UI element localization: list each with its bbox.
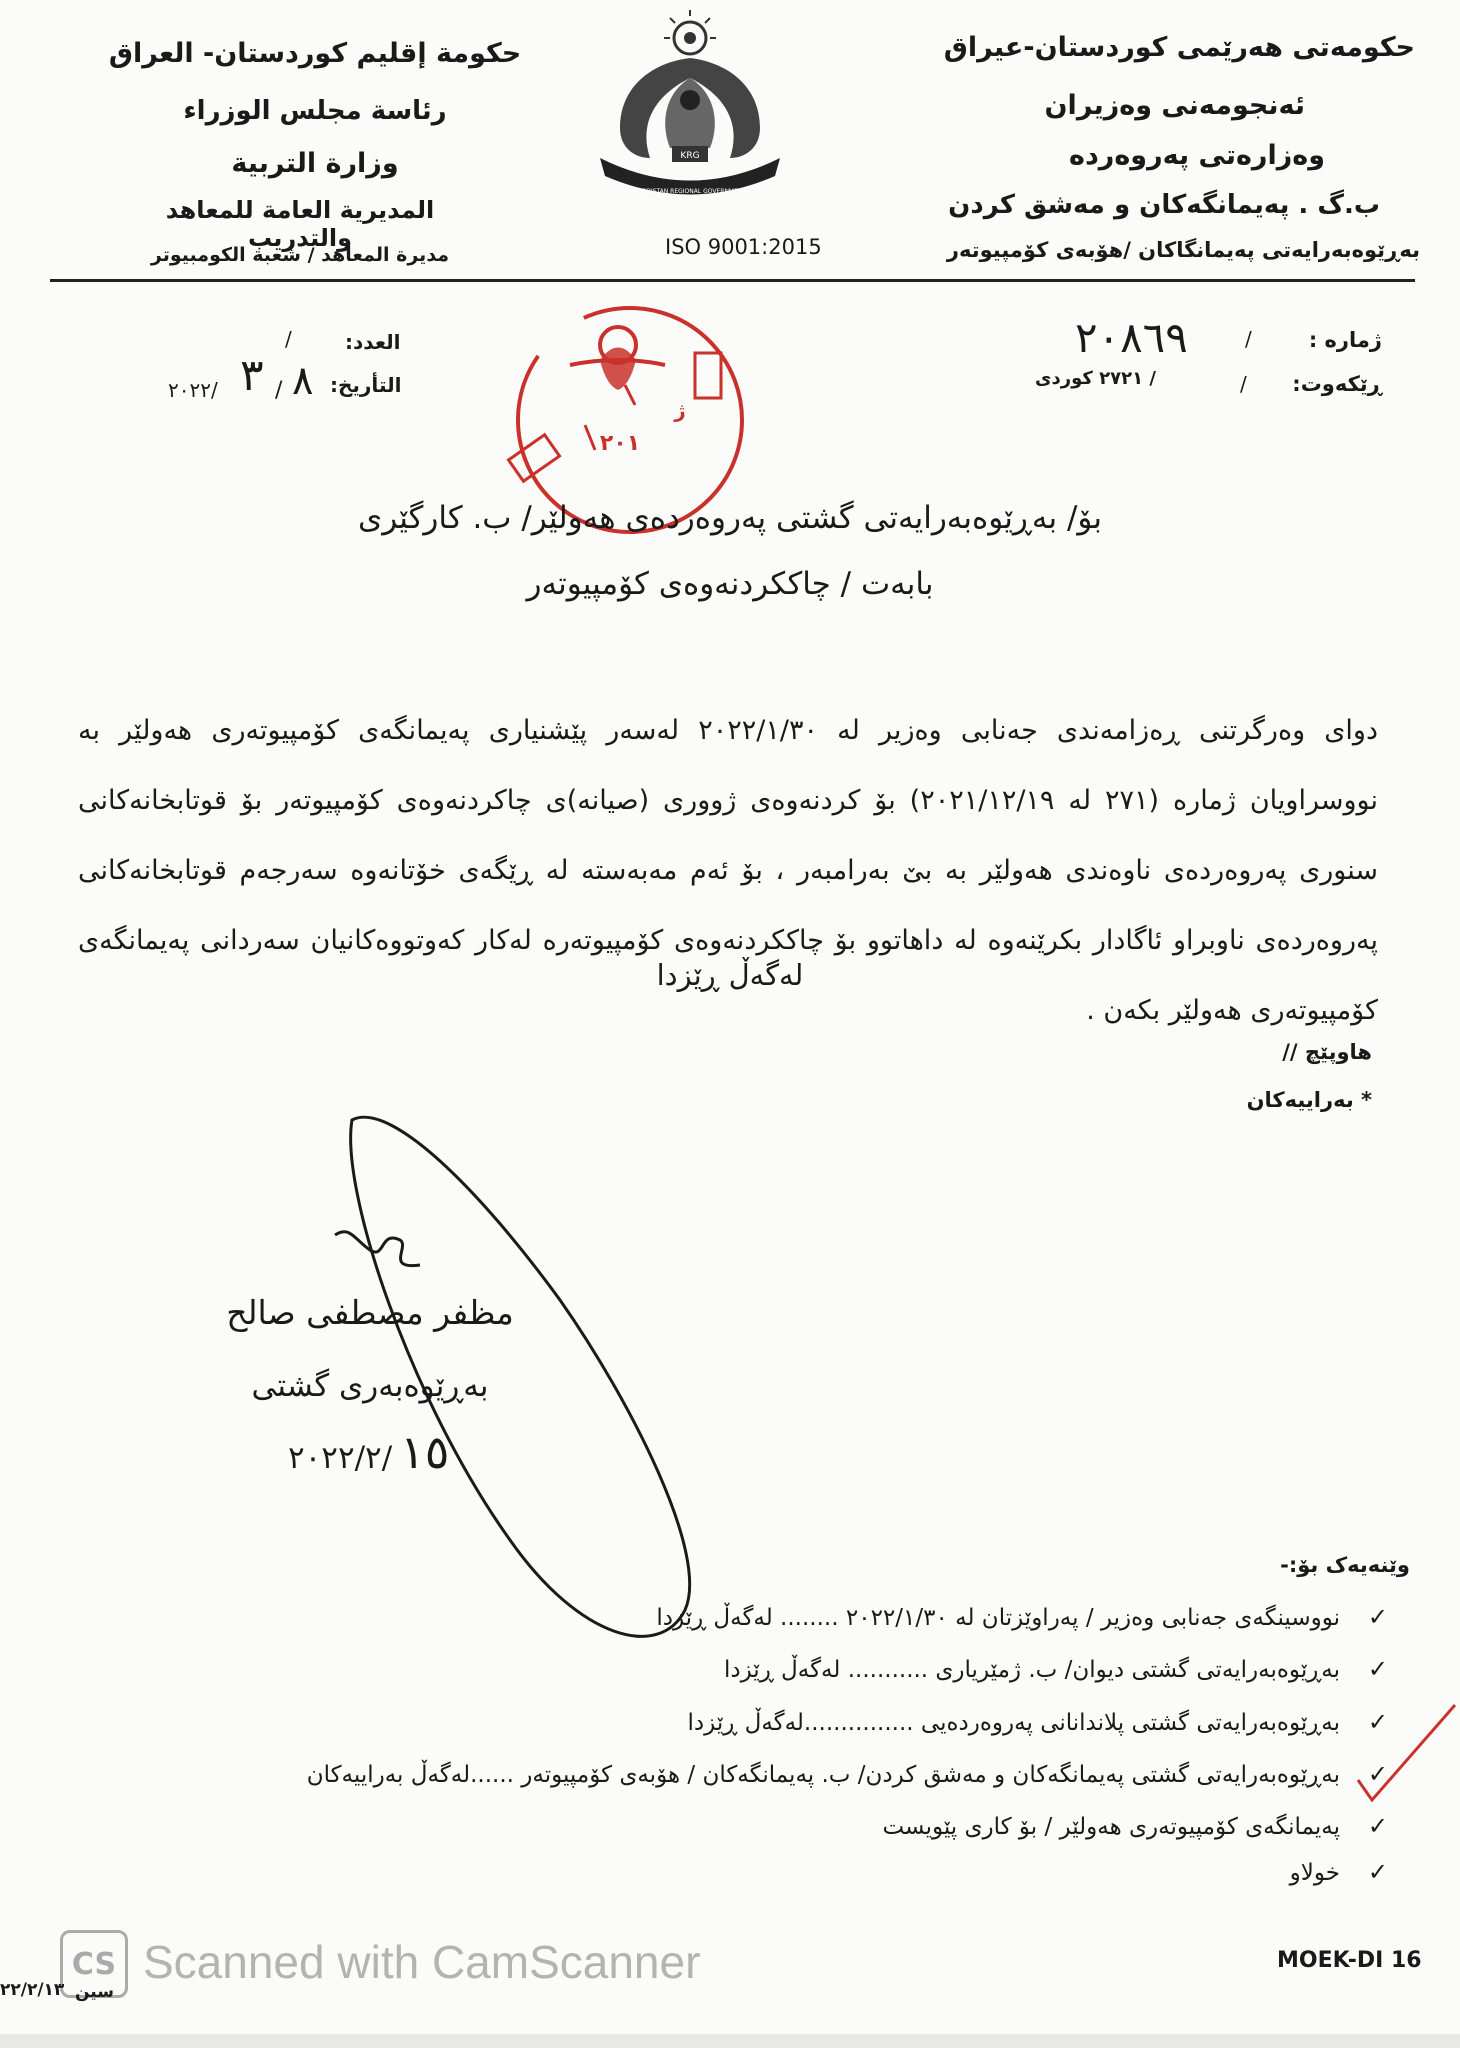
check-icon: ✓ [1367,1858,1388,1886]
letter-subject: بابەت / چاککردنەوەی کۆمپیوتەر [526,566,934,602]
copy-text: بەڕێوەبەرایەتی گشتی پلاندانانی پەروەردەیی ...............لەگەڵ ڕێزدا [687,1710,1340,1736]
copy-item [656,1603,1388,1631]
arabic-date-year: ٢٠٢٢/ [168,378,218,402]
copy-text: خولاو [1289,1860,1340,1886]
check-icon: ✓ [1367,1760,1388,1788]
camscanner-logo: CS [60,1930,128,1998]
header-divider [50,279,1415,282]
header-kurdish-ministry: وەزارەتی پەروەردە [1069,140,1325,171]
red-checkmark-icon [1350,1700,1460,1820]
attachments-label: هاوپێچ // [1282,1040,1372,1064]
signatory-name: مظفر مصطفى صالح [226,1293,514,1332]
corner-date: ٢٢/٢/١٣ [0,1980,65,2000]
reference-number-label: ژمارە : [1308,328,1382,352]
header-arabic-government: حكومة إقليم كوردستان- العراق [108,38,522,69]
header-kurdish-council: ئەنجومەنی وەزیران [1044,90,1305,121]
copy-item [882,1812,1388,1840]
copy-text: پەیمانگەی کۆمپیوتەری هەولێر / بۆ کاری پێویست [882,1814,1340,1840]
check-icon: ✓ [1367,1655,1388,1683]
camscanner-watermark: Scanned with CamScanner [143,1936,701,1988]
krg-emblem [580,8,800,208]
header-arabic-section: مديرة المعاهد / شعبة الكومبيوتر [150,244,450,266]
reference-date-label: ڕێکەوت: [1292,372,1382,396]
signature-date: ٢٠٢٢/٢/ [288,1440,393,1476]
reference-date-value: / ٢٧٢١ کوردی [1035,368,1156,389]
arabic-date-month: ٨ [292,358,314,404]
scan-edge-strip [0,2034,1460,2048]
reference-number-value: ٢٠٨٦٩ [1075,313,1188,362]
check-icon: ✓ [1367,1603,1388,1631]
copy-item [688,1708,1388,1736]
corner-word: سین [75,1982,114,2002]
iso-label: ISO 9001:2015 [665,235,822,259]
stamp-prefix: ژ [674,398,686,422]
letter-body: دوای وەرگرتنی ڕەزامەندی جەنابی وەزیر لە ٢٠٢٢/١/٣٠ لەسەر پێشنیاری پەیمانگەی کۆمپیوتەری هەولێر بە نووسراویان ژمارە (٢٧١ لە ٢٠٢١/١٢/١٩) بۆ کردنەوەی ژووری (صیانە)ی چاکردنەوەی کۆمپیوتەر بۆ قوتابخانەکانی سنوری پەروەردەی ناوەندی هەولێر بە بێ بەرامبەر ، بۆ ئەم مەبەستە لە ڕێگەی خۆتانەوە سەرجەم قوتابخانەکانی پەروەردەی ناوبراو ئاگادار بکرێنەوە لە داهاتوو بۆ چاککردنەوەی کۆمپیوتەرە لەکار کەوتووەکانیان سەردانی پەیمانگەی کۆمپیوتەری هەولێر بکەن . [78,715,1378,1026]
copy-item [724,1655,1388,1683]
header-kurdish-section: بەڕێوەبەرایەتی پەیمانگاکان /هۆبەی کۆمپیوتەر [946,238,1420,262]
header-arabic-council: رئاسة مجلس الوزراء [183,96,447,126]
header-kurdish-government: حکومەتی هەرێمی کوردستان-عیراق [943,32,1415,63]
check-icon: ✓ [1367,1708,1388,1736]
copy-text: نووسینگەی جەنابی وەزیر / پەراوێزتان لە ٢٠٢٢/١/٣٠ ........ لەگەڵ ڕێزدا [656,1605,1340,1631]
stamp-number: ٢٠١ [599,431,641,456]
header-arabic-directorate: المديرية العامة للمعاهد والتدريب [165,196,435,252]
letter-addressee: بۆ/ بەڕێوەبەرایەتی گشتی پەروەردەی هەولێر/ ب. کارگێری [357,500,1103,536]
attachments-item: * بەراییەکان [1246,1088,1372,1112]
check-icon: ✓ [1367,1812,1388,1840]
copy-item [1290,1858,1388,1886]
signature-date-day: ١٥ [400,1425,450,1479]
copies-label: وێنەیەک بۆ:- [1280,1553,1410,1577]
arabic-date-day: ٣ [240,350,264,401]
emblem-banner-text: KRG [680,151,700,161]
reference-number-slash: / [1245,327,1252,351]
arabic-date-slash-1: / [275,378,283,403]
arabic-number-slash: / [285,327,292,351]
header-kurdish-directorate: ب.گ . پەیمانگەکان و مەشق کردن [948,190,1380,220]
form-code: MOEK-DI 16 [1277,1948,1422,1973]
arabic-date-label: التأريخ: [330,373,402,397]
copy-text: بەڕێوەبەرایەتی گشتی پەیمانگەکان و مەشق کردن/ ب. پەیمانگەکان / هۆبەی کۆمپیوتەر ......لەگەڵ بەراییەکان [306,1762,1340,1788]
arabic-number-label: العدد: [345,330,401,354]
header-arabic-ministry: وزارة التربية [231,148,399,179]
copy-item [307,1760,1388,1788]
signatory-title: بەڕێوەبەری گشتی [251,1368,489,1404]
emblem-ribbon-text: KURDISTAN REGIONAL GOVERNMENT [633,188,747,195]
reference-date-slash: / [1240,372,1247,396]
copy-text: بەڕێوەبەرایەتی گشتی دیوان/ ب. ژمێریاری ........... لەگەڵ ڕێزدا [723,1657,1340,1683]
letter-closing: لەگەڵ ڕێزدا [656,958,804,992]
